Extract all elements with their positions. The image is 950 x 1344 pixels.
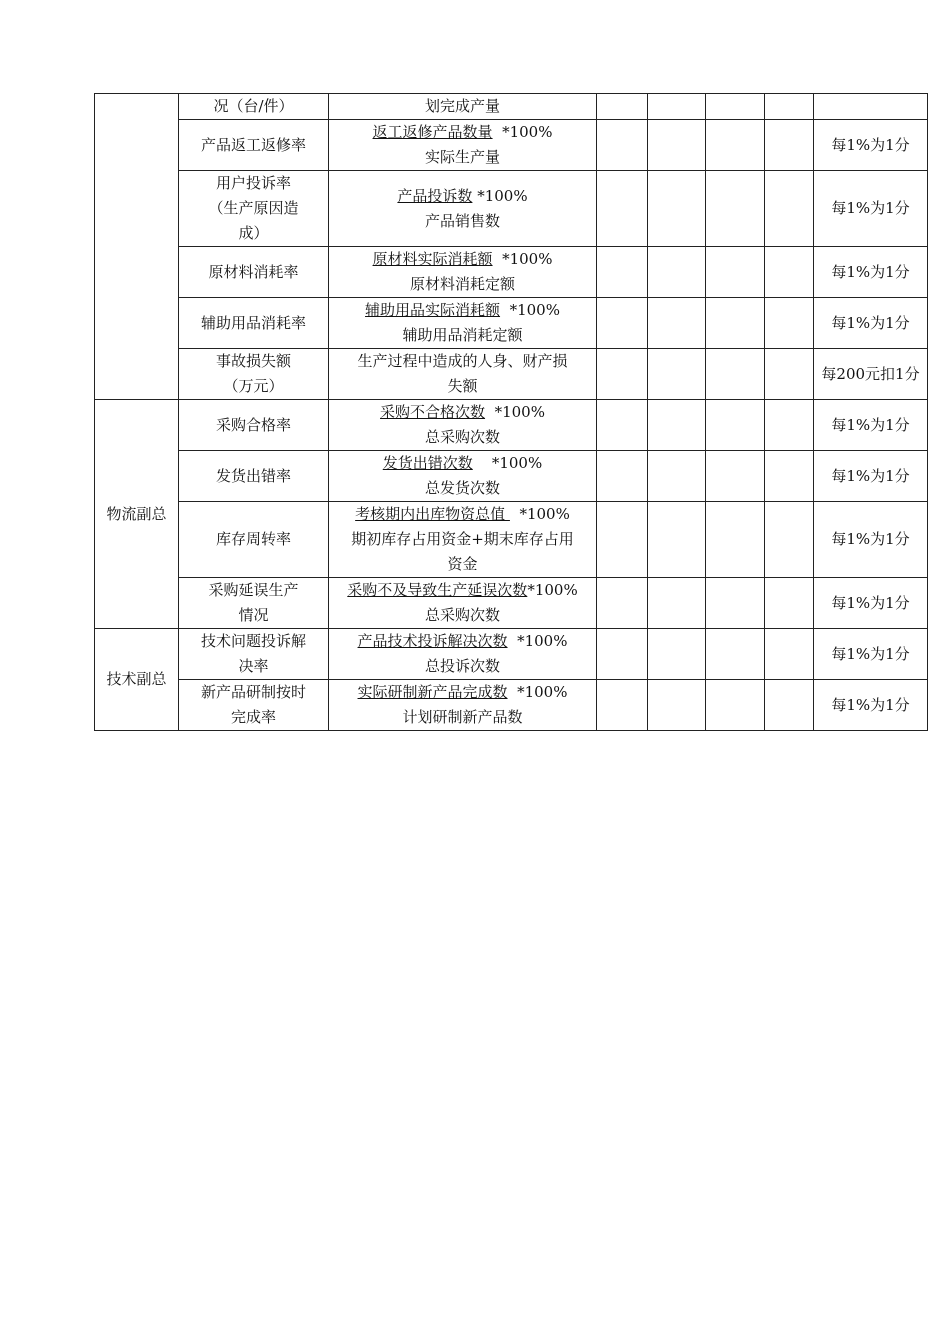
dept-cell: 物流副总: [95, 400, 179, 629]
rule-cell: 每200元扣1分: [814, 349, 928, 400]
indicator-cell: 原材料消耗率: [179, 247, 329, 298]
empty-cell: [706, 349, 765, 400]
table-row: [95, 502, 928, 578]
empty-cell: [648, 578, 706, 629]
empty-cell: [765, 171, 814, 247]
rule-cell: 每1%为1分: [814, 451, 928, 502]
rule-cell: [814, 94, 928, 120]
empty-cell: [706, 451, 765, 502]
formula-multiplier: *100%: [509, 505, 570, 523]
formula-cell: [329, 120, 597, 171]
formula-denominator: 总发货次数: [424, 479, 500, 497]
empty-cell: [765, 349, 814, 400]
empty-cell: [648, 349, 706, 400]
empty-cell: [765, 451, 814, 502]
formula-cell: [329, 400, 597, 451]
indicator-cell: 采购延误生产 情况: [179, 578, 329, 629]
rule-cell: 每1%为1分: [814, 120, 928, 171]
indicator-cell: 发货出错率: [179, 451, 329, 502]
empty-cell: [706, 629, 765, 680]
empty-cell: [765, 298, 814, 349]
indicator-cell: 产品返工返修率: [179, 120, 329, 171]
formula-cell: [329, 451, 597, 502]
rule-cell: 每1%为1分: [814, 629, 928, 680]
formula-denominator: 期初库存占用资金+期末库存占用: [351, 530, 574, 548]
formula-denominator: 计划研制新产品数: [402, 708, 523, 726]
formula-numerator: 产品投诉数: [397, 186, 473, 205]
formula-numerator: 考核期内出库物资总值: [355, 505, 510, 523]
formula-cell: [329, 298, 597, 349]
empty-cell: [597, 629, 648, 680]
empty-cell: [648, 400, 706, 451]
formula-multiplier: *100%: [485, 403, 545, 421]
table-row: [95, 120, 928, 171]
rule-cell: 每1%为1分: [814, 502, 928, 578]
empty-cell: [597, 680, 648, 731]
empty-cell: [648, 451, 706, 502]
table-row: [95, 298, 928, 349]
formula-cell: 考核期内出库物资总值 *100% 期初库存占用资金+期末库存占用 资金: [329, 502, 597, 578]
indicator-cell: 新产品研制按时 完成率: [179, 680, 329, 731]
dept-cell: 技术副总: [95, 629, 179, 731]
formula-cell: 生产过程中造成的人身、财产损 失额: [329, 349, 597, 400]
indicator-cell: 库存周转率: [179, 502, 329, 578]
formula-multiplier: *100%: [472, 186, 528, 205]
empty-cell: [597, 94, 648, 120]
rule-cell: 每1%为1分: [814, 171, 928, 247]
formula-numerator: 辅助用品实际消耗额: [365, 301, 501, 319]
empty-cell: [706, 502, 765, 578]
table-row: [95, 400, 928, 451]
table-row: [95, 94, 928, 120]
empty-cell: [597, 451, 648, 502]
empty-cell: [597, 120, 648, 171]
indicator-cell: 事故损失额 （万元）: [179, 349, 329, 400]
empty-cell: [648, 629, 706, 680]
formula-numerator: 采购不合格次数: [380, 403, 486, 421]
empty-cell: [648, 120, 706, 171]
empty-cell: [648, 94, 706, 120]
formula-multiplier: *100%: [527, 581, 578, 599]
empty-cell: [597, 578, 648, 629]
formula-cell: 划完成产量: [329, 94, 597, 120]
formula-multiplier: *100%: [472, 454, 543, 472]
table-row: [95, 349, 928, 400]
empty-cell: [765, 247, 814, 298]
formula-cell: [329, 578, 597, 629]
rule-cell: 每1%为1分: [814, 578, 928, 629]
empty-cell: [648, 502, 706, 578]
empty-cell: [765, 578, 814, 629]
empty-cell: [706, 298, 765, 349]
empty-cell: [706, 400, 765, 451]
empty-cell: [765, 502, 814, 578]
formula-denominator: 总采购次数: [424, 606, 500, 624]
formula-denominator: 实际生产量: [424, 148, 500, 166]
table-row: [95, 578, 928, 629]
empty-cell: [597, 298, 648, 349]
formula-numerator: 采购不及导致生产延误次数: [347, 581, 528, 599]
formula-cell: [329, 171, 597, 247]
formula-numerator: 原材料实际消耗额: [372, 250, 493, 268]
empty-cell: [706, 120, 765, 171]
formula-denominator: 总采购次数: [424, 428, 500, 446]
empty-cell: [597, 349, 648, 400]
formula-denominator: 总投诉次数: [424, 657, 500, 675]
empty-cell: [648, 247, 706, 298]
table-row: [95, 629, 928, 680]
indicator-cell: 况（台/件）: [179, 94, 329, 120]
formula-multiplier: *100%: [492, 123, 553, 141]
formula-numerator: 发货出错次数: [382, 454, 473, 472]
rule-cell: 每1%为1分: [814, 680, 928, 731]
formula-numerator: 返工返修产品数量: [372, 123, 493, 141]
rule-cell: 每1%为1分: [814, 247, 928, 298]
formula-multiplier: *100%: [507, 683, 568, 701]
formula-multiplier: *100%: [492, 250, 553, 268]
formula-numerator: 实际研制新产品完成数: [357, 683, 508, 701]
indicator-cell: 辅助用品消耗率: [179, 298, 329, 349]
empty-cell: [648, 680, 706, 731]
empty-cell: [648, 298, 706, 349]
dept-cell: [95, 94, 179, 400]
table-row: [95, 451, 928, 502]
empty-cell: [706, 680, 765, 731]
empty-cell: [706, 94, 765, 120]
empty-cell: [706, 171, 765, 247]
table-row: [95, 680, 928, 731]
empty-cell: [765, 629, 814, 680]
empty-cell: [765, 120, 814, 171]
formula-denominator: 产品销售数: [424, 211, 500, 230]
kpi-table: [94, 93, 928, 731]
empty-cell: [597, 400, 648, 451]
empty-cell: [597, 171, 648, 247]
formula-multiplier: *100%: [507, 632, 568, 650]
rule-cell: 每1%为1分: [814, 400, 928, 451]
empty-cell: [765, 680, 814, 731]
formula-cell: [329, 629, 597, 680]
table-row: [95, 171, 928, 247]
formula-cell: [329, 247, 597, 298]
formula-multiplier: *100%: [500, 301, 560, 319]
empty-cell: [706, 578, 765, 629]
empty-cell: [765, 400, 814, 451]
formula-cell: [329, 680, 597, 731]
formula-denominator: 原材料消耗定额: [409, 275, 515, 293]
indicator-cell: 采购合格率: [179, 400, 329, 451]
empty-cell: [597, 247, 648, 298]
empty-cell: [706, 247, 765, 298]
indicator-cell: 用户投诉率 （生产原因造 成）: [179, 171, 329, 247]
empty-cell: [648, 171, 706, 247]
indicator-cell: 技术问题投诉解 决率: [179, 629, 329, 680]
table-row: [95, 247, 928, 298]
formula-denominator: 辅助用品消耗定额: [402, 326, 523, 344]
empty-cell: [597, 502, 648, 578]
rule-cell: 每1%为1分: [814, 298, 928, 349]
empty-cell: [765, 94, 814, 120]
formula-numerator: 产品技术投诉解决次数: [357, 632, 508, 650]
